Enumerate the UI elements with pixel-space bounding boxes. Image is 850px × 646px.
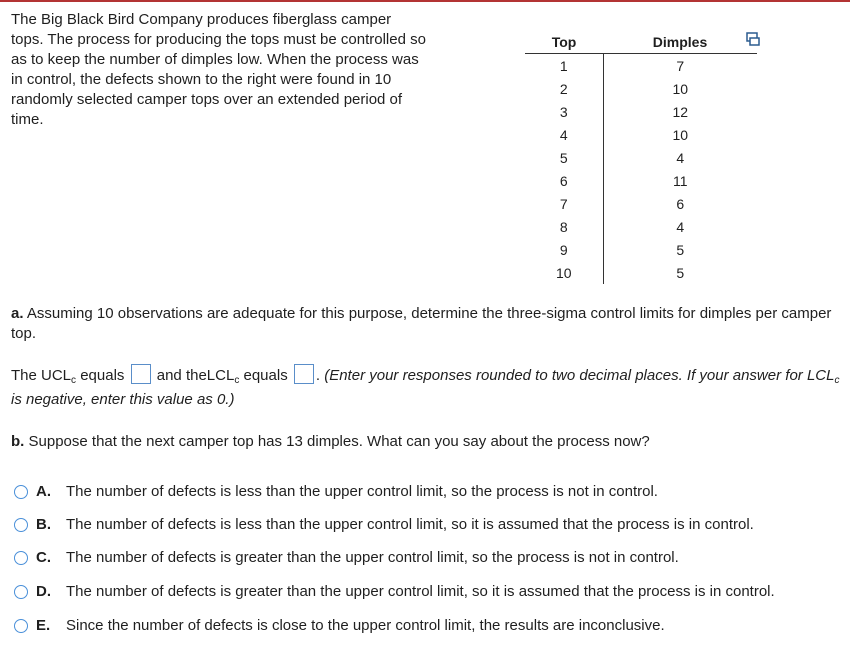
part-a-label: a. xyxy=(11,305,24,322)
dimples-table xyxy=(525,30,757,284)
cell-dimples: 11 xyxy=(672,172,688,189)
option-d[interactable] xyxy=(14,583,844,603)
cell-top: 6 xyxy=(525,169,603,192)
table-row xyxy=(525,261,757,284)
option-text: The number of defects is less than the upper control limit, so the process is not in control. xyxy=(66,483,658,500)
top-border xyxy=(0,0,850,2)
column-header-dimples: Dimples xyxy=(603,30,757,54)
option-letter: C. xyxy=(36,549,51,566)
option-e[interactable] xyxy=(14,617,844,637)
cell-dimples: 12 xyxy=(672,103,689,120)
cell-dimples: 6 xyxy=(676,195,685,212)
part-b-question xyxy=(11,433,650,450)
instruction-part-2: is negative, enter this value as 0.) xyxy=(11,391,235,408)
cell-dimples: 10 xyxy=(672,80,689,97)
option-b[interactable] xyxy=(14,516,844,536)
answer-line xyxy=(11,364,849,412)
period: . xyxy=(315,367,321,384)
radio-button[interactable] xyxy=(14,551,28,565)
radio-button[interactable] xyxy=(14,518,28,532)
instruction-subscript: c xyxy=(834,375,840,386)
part-a-question xyxy=(11,304,849,344)
lcl-input[interactable] xyxy=(294,364,314,384)
cell-top: 2 xyxy=(525,77,603,100)
cell-top: 10 xyxy=(525,261,603,284)
radio-button[interactable] xyxy=(14,585,28,599)
lcl-subscript: c xyxy=(234,375,240,386)
ucl-equals-text: equals xyxy=(76,367,125,384)
instruction-part-1: (Enter your responses rounded to two decimal places. If your answer for LCL xyxy=(320,367,835,384)
column-header-top: Top xyxy=(525,30,603,54)
table-header-row xyxy=(525,30,757,54)
radio-button[interactable] xyxy=(14,619,28,633)
ucl-label: The UCL xyxy=(11,367,72,384)
part-a-text: Assuming 10 observations are adequate for this purpose, determine the three-sigma control limits for dimples per camper top. xyxy=(11,305,832,342)
table-row xyxy=(525,146,757,169)
cell-top: 8 xyxy=(525,215,603,238)
table-row xyxy=(525,238,757,261)
radio-button[interactable] xyxy=(14,485,28,499)
cell-dimples: 4 xyxy=(676,149,685,166)
lcl-label: LCL xyxy=(206,367,235,384)
table-row xyxy=(525,192,757,215)
and-text: and the xyxy=(156,367,207,384)
problem-statement: The Big Black Bird Company produces fiberglass camper tops. The process for producing the tops must be controlled so as to keep the number of dimples low. When the process was in control, the defects shown to the right were found in 10 randomly selected camper tops over an extended period of time. xyxy=(11,11,426,128)
option-c[interactable] xyxy=(14,549,844,569)
part-b-label: b. xyxy=(11,433,25,450)
table-row xyxy=(525,77,757,100)
option-letter: D. xyxy=(36,583,51,600)
option-text: The number of defects is greater than the upper control limit, so it is assumed that the process is in control. xyxy=(66,583,775,600)
cell-dimples: 10 xyxy=(672,126,689,143)
lcl-equals-text: equals xyxy=(239,367,288,384)
option-letter: E. xyxy=(36,617,51,634)
cell-top: 1 xyxy=(525,54,603,78)
option-letter: A. xyxy=(36,483,51,500)
cell-top: 3 xyxy=(525,100,603,123)
option-text: The number of defects is greater than the upper control limit, so the process is not in control. xyxy=(66,549,679,566)
part-b-text: Suppose that the next camper top has 13 dimples. What can you say about the process now? xyxy=(24,433,650,450)
cell-top: 4 xyxy=(525,123,603,146)
cell-dimples: 4 xyxy=(676,218,685,235)
table-row xyxy=(525,100,757,123)
table-row xyxy=(525,54,757,78)
cell-dimples: 5 xyxy=(676,241,685,258)
option-a[interactable] xyxy=(14,483,844,503)
ucl-input[interactable] xyxy=(131,364,151,384)
cell-top: 9 xyxy=(525,238,603,261)
cell-top: 5 xyxy=(525,146,603,169)
cell-top: 7 xyxy=(525,192,603,215)
cell-dimples: 7 xyxy=(676,57,685,74)
option-text: Since the number of defects is close to the upper control limit, the results are inconclusive. xyxy=(66,617,665,634)
option-letter: B. xyxy=(36,516,51,533)
table-row xyxy=(525,169,757,192)
ucl-subscript: c xyxy=(71,375,77,386)
cell-dimples: 5 xyxy=(676,264,685,281)
option-text: The number of defects is less than the upper control limit, so it is assumed that the process is in control. xyxy=(66,516,754,533)
table-row xyxy=(525,215,757,238)
table-row xyxy=(525,123,757,146)
